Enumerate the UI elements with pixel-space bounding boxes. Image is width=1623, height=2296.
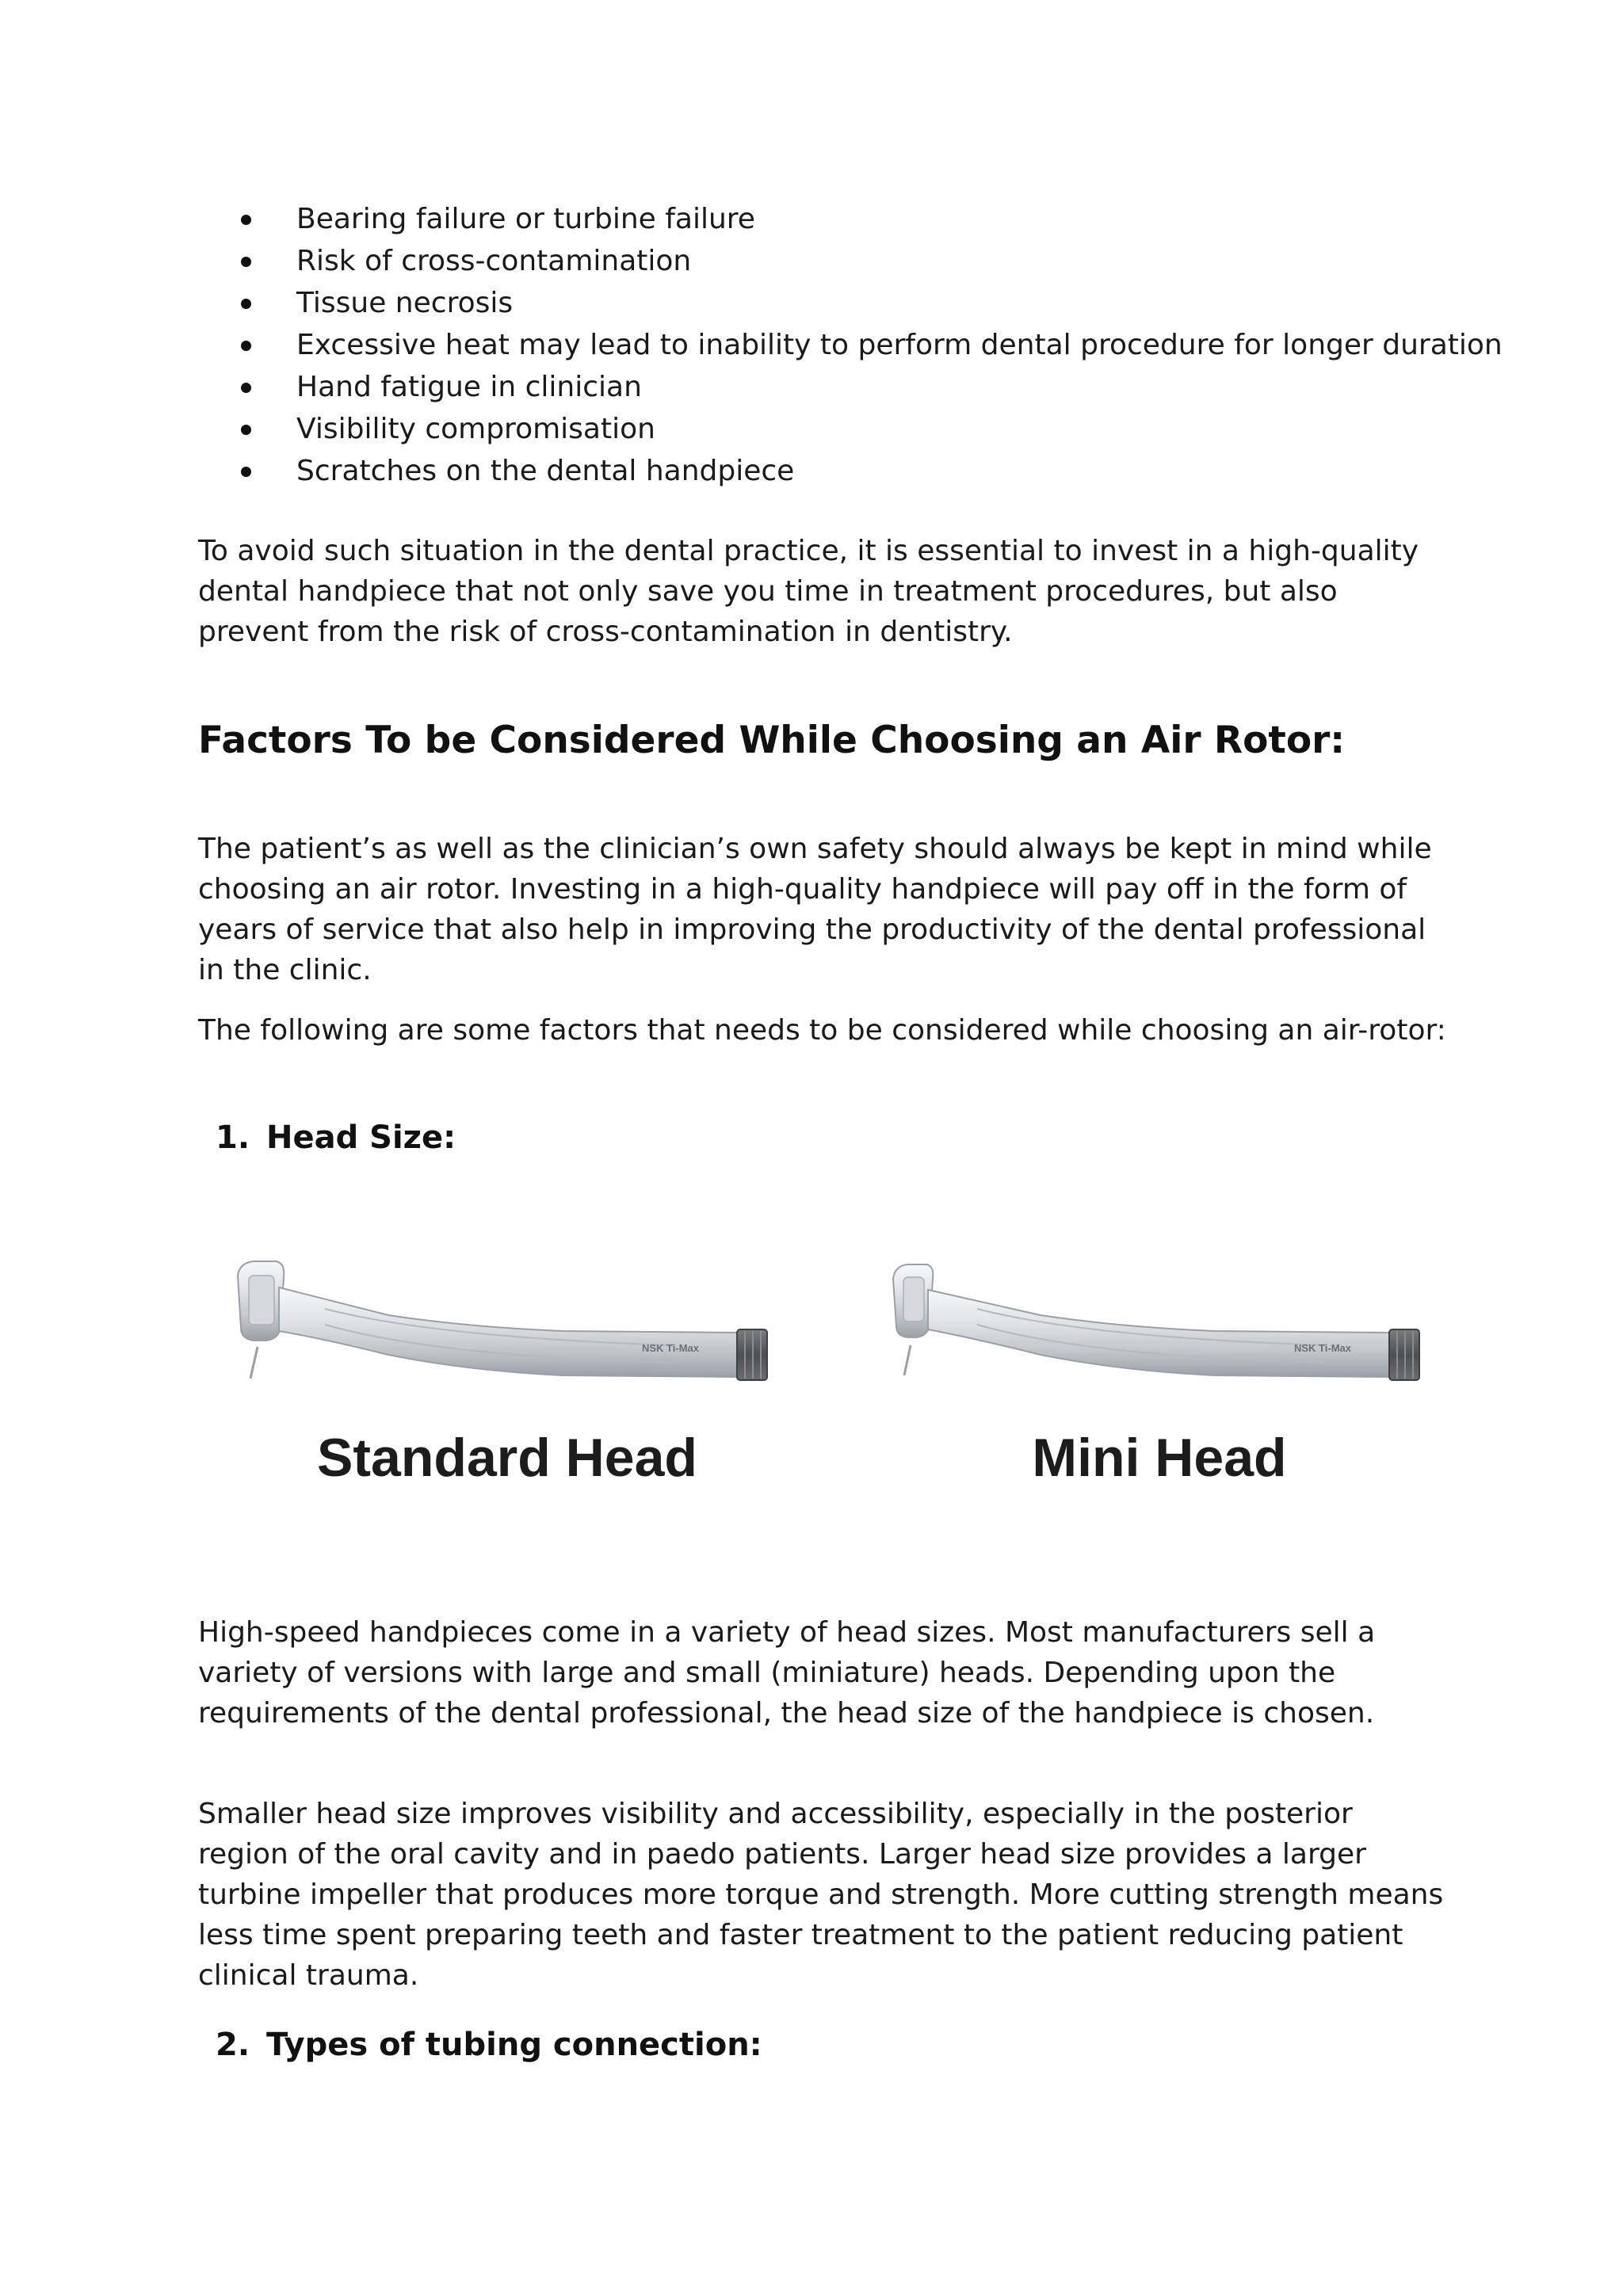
- list-number: 2.: [216, 2027, 250, 2063]
- bullet-icon: [241, 341, 251, 351]
- list-item: [296, 324, 1503, 366]
- standard-handpiece-illustration: [230, 1252, 785, 1426]
- list-item-text: Bearing failure or turbine failure: [296, 203, 755, 235]
- list-item: [296, 366, 1503, 408]
- list-number: 1.: [216, 1119, 250, 1156]
- list-item: [296, 282, 1503, 324]
- head-sizes-paragraph: High-speed handpieces come in a variety of head sizes. Most manufacturers sell a variety of versions with large and small (miniature) heads. Depending upon the requirements of the dental professional, the head size of the handpiece is chosen.: [198, 1616, 1376, 1730]
- intro-paragraph: To avoid such situation in the dental practice, it is essential to invest in a high-quality dental handpiece that not only save you time in treatment procedures, but also prevent from the risk of cross-contamination in dentistry.: [198, 535, 1419, 648]
- mini-handpiece-illustration: [882, 1252, 1437, 1426]
- list-item: [296, 198, 1503, 240]
- smaller-head-paragraph: Smaller head size improves visibility and accessibility, especially in the posterior region of the oral cavity and in paedo patients. Larger head size provides a larger turbine impeller that produces more torque and strength. More cutting strength means less time spent preparing teeth and faster treatment to the patient reducing patient clinical trauma.: [198, 1798, 1444, 1992]
- bullet-icon: [241, 299, 251, 309]
- brand-label: NSK Ti-Max: [1294, 1342, 1351, 1354]
- list-item-text: Hand fatigue in clinician: [296, 371, 642, 403]
- bullet-icon: [241, 467, 251, 477]
- list-item-text: Risk of cross-contamination: [296, 245, 692, 277]
- factors-intro-paragraph: The following are some factors that needs to be considered while choosing an air-rotor:: [198, 1014, 1446, 1047]
- subheading-text: Types of tubing connection:: [266, 2027, 762, 2063]
- bullet-icon: [241, 383, 251, 393]
- list-item: [296, 450, 1503, 492]
- section-heading: Factors To be Considered While Choosing an Air Rotor:: [198, 719, 1346, 762]
- safety-paragraph: The patient’s as well as the clinician’s own safety should always be kept in mind while choosing an air rotor. Investing in a high-quality handpiece will pay off in the form of years of service that also help in improving the productivity of the dental professional in the clinic.: [198, 833, 1432, 986]
- mini-head-figure: [882, 1252, 1437, 1513]
- subheading-head-size: [216, 1117, 456, 1158]
- complications-list: [198, 198, 1503, 492]
- bullet-icon: [241, 257, 251, 267]
- list-item-text: Scratches on the dental handpiece: [296, 455, 795, 487]
- standard-head-caption: Standard Head: [317, 1428, 697, 1488]
- list-item-text: Excessive heat may lead to inability to perform dental procedure for longer duration: [296, 329, 1503, 361]
- list-item: [296, 240, 1503, 282]
- list-item: [296, 408, 1503, 450]
- subheading-text: Head Size:: [266, 1119, 456, 1156]
- bullet-icon: [241, 425, 251, 435]
- mini-head-caption: Mini Head: [1032, 1428, 1287, 1488]
- list-item-text: Visibility compromisation: [296, 413, 655, 445]
- brand-label: NSK Ti-Max: [642, 1342, 699, 1354]
- standard-head-figure: [230, 1252, 785, 1513]
- bullet-icon: [241, 215, 251, 225]
- list-item-text: Tissue necrosis: [296, 287, 514, 319]
- subheading-tubing-connection: [216, 2024, 762, 2065]
